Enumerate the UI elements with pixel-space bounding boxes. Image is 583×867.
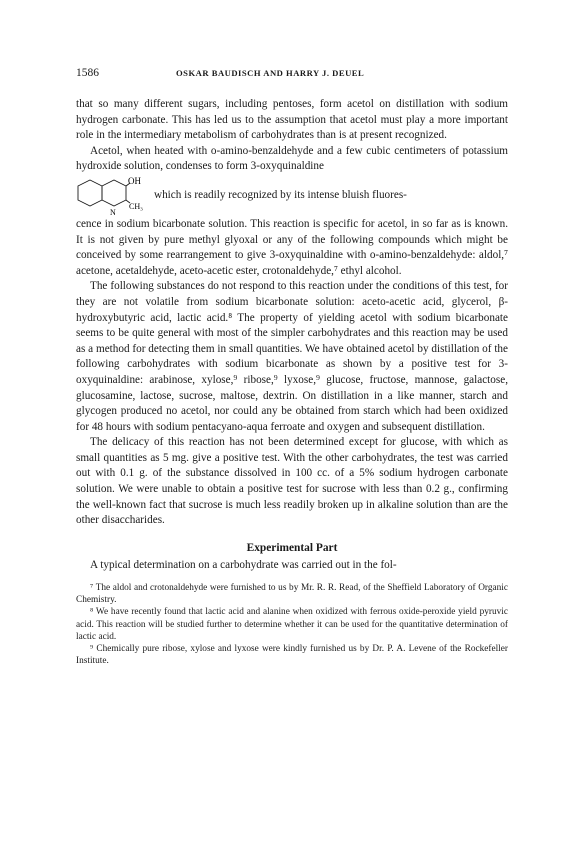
paragraph-3: cence in sodium bicarbonate solution. This reaction is specific for acetol, in so far as is known. It is not given by pure methyl glyoxal or any of the following compounds which might be conceived by some rearrangement to give 3-oxyquinaldine with o-amino-benzaldehyde: aldol,⁷ acetone, acetaldehyde, aceto-acetic ester, crotonaldehyde,⁷ ethyl alcohol. <box>76 217 508 277</box>
paragraph-2: Acetol, when heated with o-amino-benzaldehyde and a few cubic centimeters of potassium hydroxide solution, condenses to form 3-oxyquinaldine <box>76 144 508 173</box>
paragraph-1: that so many different sugars, including pentoses, form acetol on distillation with sodium hydrogen carbonate. This has led us to the assumption that acetol must play a more important role in the intermediary metabolism of carbohydrates than is at present recognized. <box>76 98 508 142</box>
article-body <box>76 97 508 667</box>
oxyquinaldine-structure <box>76 175 150 217</box>
footnote-7: ⁷ The aldol and crotonaldehyde were furnished to us by Mr. R. R. Read, of the Sheffield Laboratory of Organic Chemistry. <box>76 583 508 606</box>
section-heading: Experimental Part <box>246 541 338 554</box>
footnote-8: ⁸ We have recently found that lactic acid and alanine when oxidized with ferrous oxide-peroxide yield pyruvic acid. This reaction will be studied further to determine whether it can be used for the quantitative determination of lactic acid. <box>76 607 508 642</box>
page-header <box>76 67 508 81</box>
structure-line <box>76 175 508 217</box>
page-number: 1586 <box>76 67 99 79</box>
paragraph-5: The delicacy of this reaction has not been determined except for glucose, with which as small quantities as 5 mg. give a positive test. With the other carbohydrates, the test was carried out with 0.1 g. of the substance dissolved in 100 cc. of a 5% sodium hydrogen carbonate solution. We were unable to obtain a positive test for sucrose with less than 0.2 g., confirming the well-known fact that sucrose is much less readily broken up in alkaline solution than are the other disaccharides. <box>76 436 508 527</box>
n-label: N <box>110 207 116 217</box>
running-title: OSKAR BAUDISCH AND HARRY J. DEUEL <box>176 68 365 78</box>
paragraph-6: A typical determination on a carbohydrate was carried out in the fol- <box>90 559 397 572</box>
ch3-label: CH₃ <box>129 201 143 211</box>
footnotes <box>76 582 508 667</box>
oh-label: OH <box>128 175 141 186</box>
structure-caption: which is readily recognized by its intense bluish fluores- <box>154 189 407 202</box>
paragraph-4: The following substances do not respond to this reaction under the conditions of this test, for they are not volatile from sodium bicarbonate solution: aceto-acetic acid, glycerol, β-hydroxybutyric acid, lactic acid.⁸ The property of yielding acetol with sodium bicarbonate seems to be quite general with most of the simpler carbohydrates and this reaction may be used as a method for detecting them in small quantities. We have obtained acetol by distillation of the following carbohydrates with sodium bicarbonate as shown by a positive test for 3-oxyquinaldine: arabinose, xylose,⁹ ribose,⁹ lyxose,⁹ glucose, fructose, mannose, galactose, glucosamine, lactose, sucrose, maltose, dextrin. On distillation in a like manner, starch and glycogen produced no acetol, nor could any be obtained from starch which had been oxidized for 48 hours with sodium pentacyano-aqua ferroate and oxygen and subsequent distillation. <box>76 280 508 433</box>
footnote-9: ⁹ Chemically pure ribose, xylose and lyxose were kindly furnished us by Dr. P. A. Levene of the Rockefeller Institute. <box>76 644 508 667</box>
